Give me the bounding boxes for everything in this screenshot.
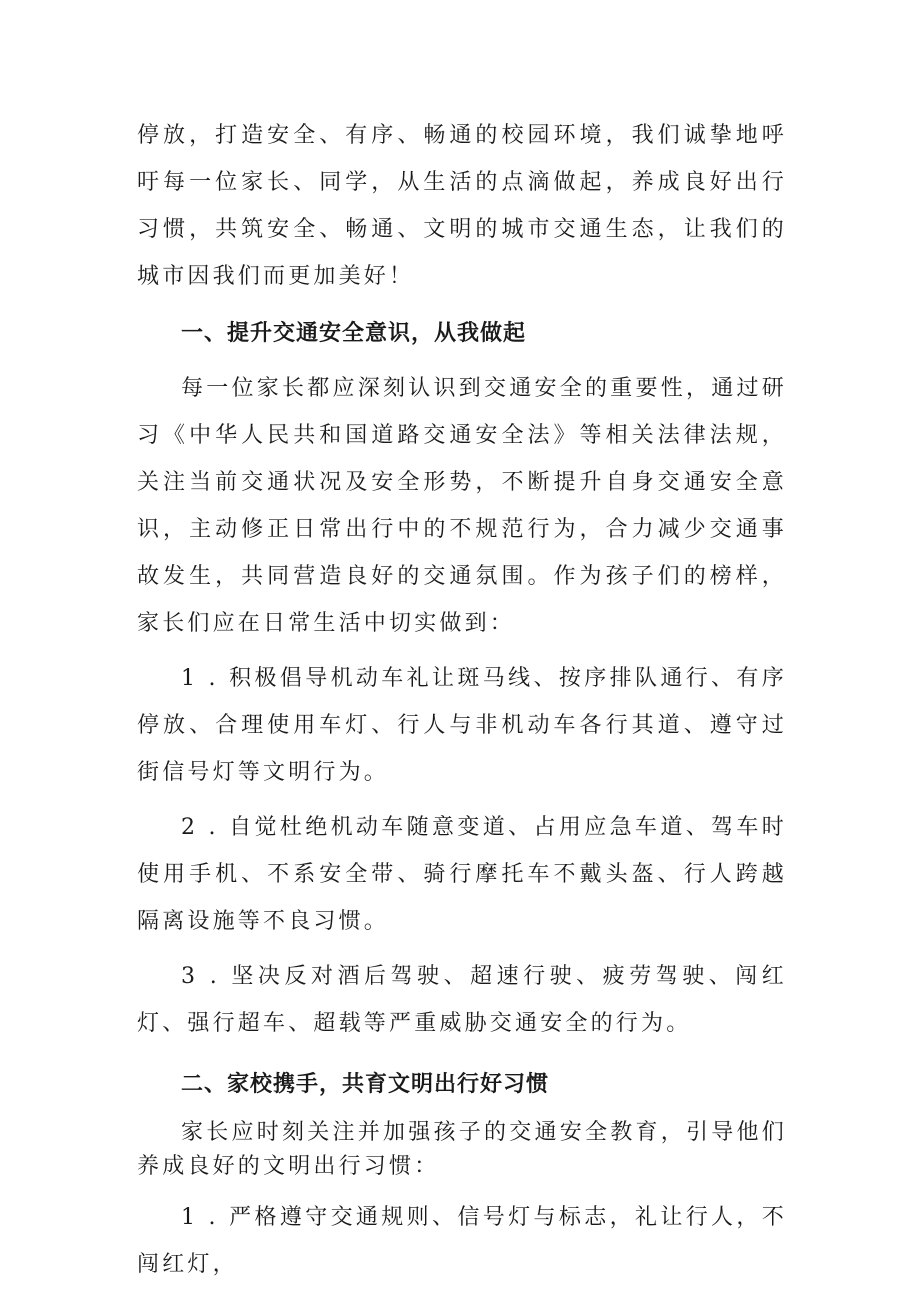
- section-1-paragraph: 每一位家长都应深刻认识到交通安全的重要性，通过研习《中华人民共和国道路交通安全法》等相关法律法规，关注当前交通状况及安全形势，不断提升自身交通安全意识，主动修正日常出行中的不规范行为，合力减少交通事故发生，共同营造良好的交通氛围。作为孩子们的榜样，家长们应在日常生活中切实做到：: [137, 376, 787, 636]
- section-2-heading: 二、家校携手，共育文明出行好习惯: [181, 1072, 550, 1097]
- section-1-item-2: 2 . 自觉杜绝机动车随意变道、占用应急车道、驾车时使用手机、不系安全带、骑行摩托车不戴头盔、行人跨越隔离设施等不良习惯。: [137, 815, 787, 934]
- section-2-paragraph: 家长应时刻关注并加强孩子的交通安全教育，引导他们养成良好的文明出行习惯：: [137, 1120, 787, 1179]
- section-2-item-1: 1 . 严格遵守交通规则、信号灯与标志，礼让行人，不闯红灯，: [137, 1205, 787, 1277]
- section-1-item-3: 3 . 坚决反对酒后驾驶、超速行驶、疲劳驾驶、闯红灯、强行超车、超载等严重威胁交通安全的行为。: [137, 964, 787, 1036]
- document-body: [137, 112, 787, 1288]
- intro-paragraph: 停放，打造安全、有序、畅通的校园环境，我们诚挚地呼吁每一位家长、同学，从生活的点滴做起，养成良好出行习惯，共筑安全、畅通、文明的城市交通生态，让我们的城市因我们而更加美好！: [137, 123, 787, 289]
- section-1-heading: 一、提升交通安全意识，从我做起: [181, 321, 527, 346]
- section-1-item-1: 1 . 积极倡导机动车礼让斑马线、按序排队通行、有序停放、合理使用车灯、行人与非机动车各行其道、遵守过街信号灯等文明行为。: [137, 666, 787, 785]
